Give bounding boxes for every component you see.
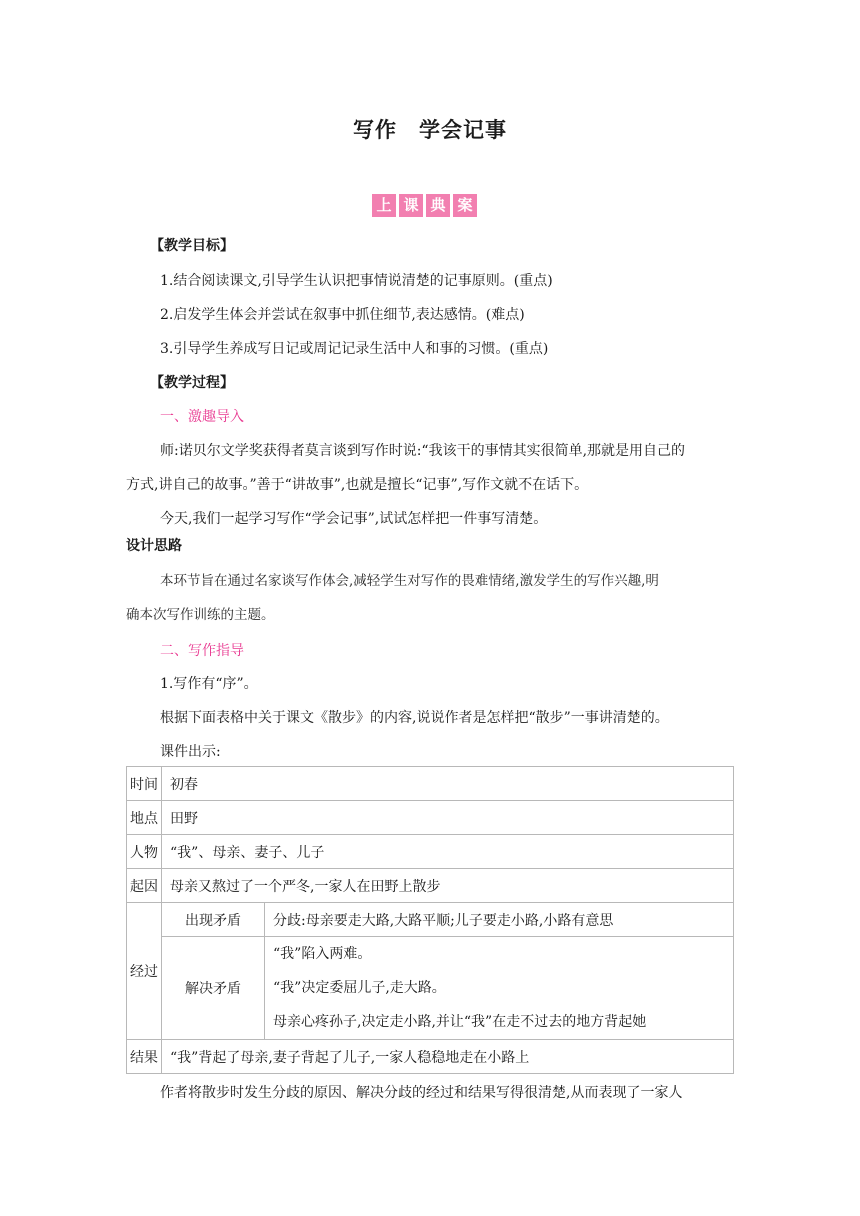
process-heading: 【教学过程】 bbox=[150, 375, 234, 391]
closing-paragraph-line: 作者将散步时发生分歧的原因、解决分歧的经过和结果写得很清楚,从而表现了一家人 bbox=[160, 1085, 683, 1101]
page-title: 写作 学会记事 bbox=[353, 118, 507, 142]
design-paragraph-line: 本环节旨在通过名家谈写作体会,减轻学生对写作的畏难情绪,激发学生的写作兴趣,明 bbox=[160, 573, 659, 589]
table-row bbox=[127, 937, 734, 1040]
sub-label: 解决矛盾 bbox=[162, 937, 265, 1040]
lesson-plan-badge bbox=[372, 194, 477, 217]
row-label: 时间 bbox=[127, 767, 162, 801]
resolve-line: “我”决定委屈儿子,走大路。 bbox=[273, 980, 446, 996]
resolve-line: “我”陷入两难。 bbox=[273, 946, 372, 962]
story-structure-table bbox=[126, 766, 734, 1074]
table-row bbox=[127, 767, 734, 801]
row-value-multiline bbox=[265, 937, 734, 1040]
intro-paragraph-line: 方式,讲自己的故事。”善于“讲故事”,也就是擅长“记事”,写作文就不在话下。 bbox=[126, 477, 589, 493]
objective-item: 1.结合阅读课文,引导学生认识把事情说清楚的记事原则。(重点) bbox=[160, 273, 553, 289]
sub-label: 出现矛盾 bbox=[162, 903, 265, 937]
row-value: 田野 bbox=[162, 801, 734, 835]
section-heading-guidance: 二、写作指导 bbox=[160, 643, 244, 659]
row-label: 人物 bbox=[127, 835, 162, 869]
design-paragraph-line: 确本次写作训练的主题。 bbox=[126, 607, 275, 623]
guidance-paragraph: 课件出示: bbox=[160, 744, 221, 760]
table-row bbox=[127, 1040, 734, 1074]
intro-paragraph-line: 师:诺贝尔文学奖获得者莫言谈到写作时说:“我该干的事情其实很简单,那就是用自己的 bbox=[160, 443, 686, 459]
table-row bbox=[127, 835, 734, 869]
badge-char: 案 bbox=[453, 194, 477, 217]
objectives-heading: 【教学目标】 bbox=[150, 238, 234, 254]
badge-char: 课 bbox=[399, 194, 423, 217]
row-label: 起因 bbox=[127, 869, 162, 903]
table-row bbox=[127, 801, 734, 835]
row-label: 结果 bbox=[127, 1040, 162, 1074]
row-value: 母亲又熬过了一个严冬,一家人在田野上散步 bbox=[162, 869, 734, 903]
row-value: 分歧:母亲要走大路,大路平顺;儿子要走小路,小路有意思 bbox=[265, 903, 734, 937]
objective-item: 2.启发学生体会并尝试在叙事中抓住细节,表达感情。(难点) bbox=[160, 307, 525, 323]
design-heading: 设计思路 bbox=[126, 538, 182, 554]
section-heading-intro: 一、激趣导入 bbox=[160, 409, 244, 425]
objective-item: 3.引导学生养成写日记或周记记录生活中人和事的习惯。(重点) bbox=[160, 341, 549, 357]
badge-char: 上 bbox=[372, 194, 396, 217]
badge-char: 典 bbox=[426, 194, 450, 217]
guidance-point: 1.写作有“序”。 bbox=[160, 676, 258, 692]
row-value: “我”、母亲、妻子、儿子 bbox=[162, 835, 734, 869]
guidance-paragraph: 根据下面表格中关于课文《散步》的内容,说说作者是怎样把“散步”一事讲清楚的。 bbox=[160, 710, 669, 726]
row-value: “我”背起了母亲,妻子背起了儿子,一家人稳稳地走在小路上 bbox=[162, 1040, 734, 1074]
intro-paragraph: 今天,我们一起学习写作“学会记事”,试试怎样把一件事写清楚。 bbox=[160, 511, 548, 527]
row-value: 初春 bbox=[162, 767, 734, 801]
resolve-line: 母亲心疼孙子,决定走小路,并让“我”在走不过去的地方背起她 bbox=[273, 1014, 647, 1030]
row-label: 经过 bbox=[127, 903, 162, 1040]
table-row bbox=[127, 903, 734, 937]
table-row bbox=[127, 869, 734, 903]
row-label: 地点 bbox=[127, 801, 162, 835]
